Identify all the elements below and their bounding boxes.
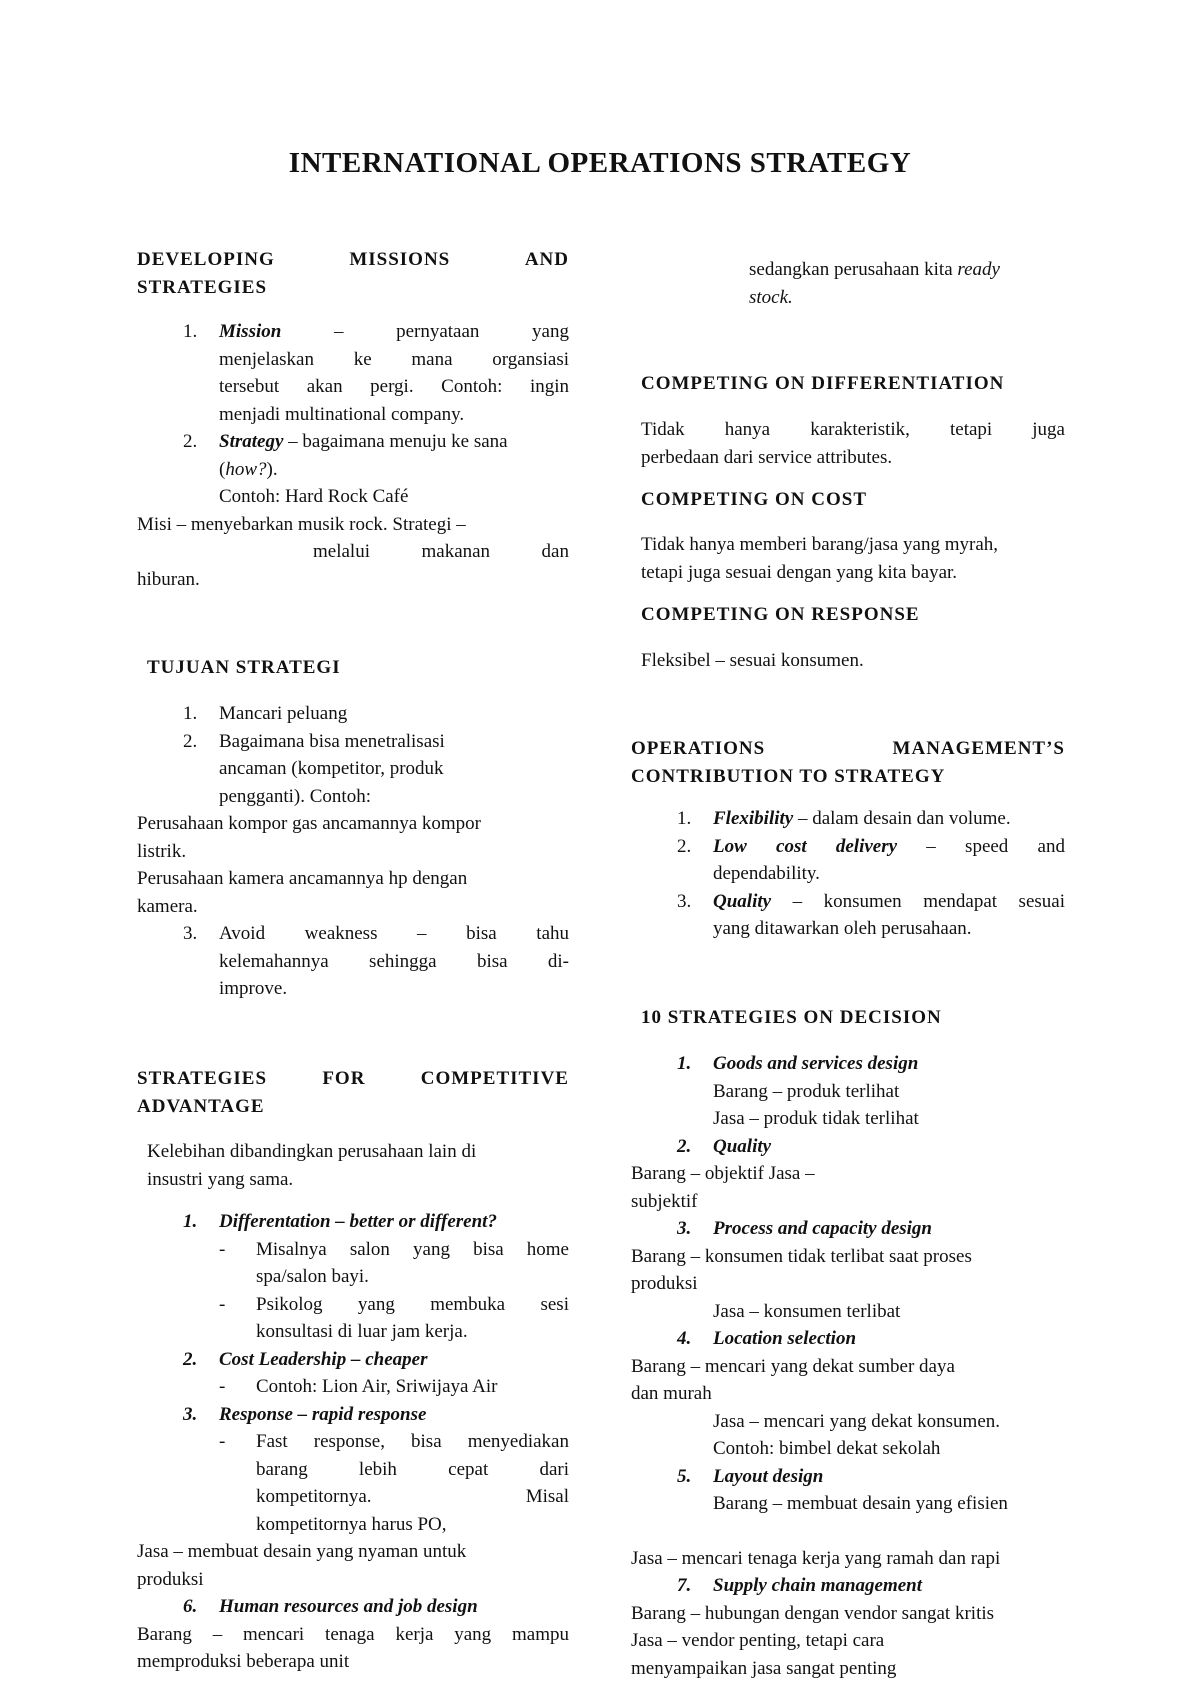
response-body: Fleksibel – sesuai konsumen.	[641, 650, 864, 671]
section-om	[631, 735, 1065, 790]
list-item-strategy: 2. Strategy – bagaimana menuju ke sana (how?). Contoh: Hard Rock Café	[183, 431, 508, 507]
decision-item: 4. Location selection	[677, 1328, 857, 1349]
developing-heading-line1: DEVELOPING MISSIONS AND	[137, 249, 569, 270]
competitive-list	[137, 1208, 569, 1676]
om-heading-line1: OPERATIONS MANAGEMENT’S	[631, 738, 1065, 759]
section-competitive	[137, 1065, 569, 1120]
section-tujuan	[137, 654, 569, 682]
bullet-item: - Misalnya salon yang bisa home spa/salon bayi.	[219, 1238, 569, 1287]
differentiation-body: Tidak hanya karakteristik, tetapi juga perbedaan dari service attributes.	[641, 419, 1065, 468]
list-item-human-resources: 6. Human resources and job design	[183, 1596, 478, 1617]
om-heading-line2: CONTRIBUTION TO STRATEGY	[631, 765, 946, 787]
example-paragraph: Perusahaan kompor gas ancamannya kompor listrik. Perusahaan kamera ancamannya hp dengan kamera.	[137, 813, 482, 917]
om-list	[631, 805, 1065, 943]
response-heading: COMPETING ON RESPONSE	[641, 604, 920, 625]
decision-item: 2. Quality	[677, 1135, 772, 1157]
section-response	[641, 601, 1065, 629]
carry-over-text: sedangkan perusahaan kita ready stock.	[749, 259, 1000, 308]
tujuan-list	[137, 700, 569, 1003]
misi-paragraph: Misi – menyebarkan musik rock. Strategi – melalui makanan dan hiburan.	[137, 513, 569, 590]
decision-item: 3. Process and capacity design	[677, 1218, 933, 1239]
section-developing	[137, 246, 569, 301]
barang-paragraph: Barang – mencari tenaga kerja yang mampu memproduksi beberapa unit	[137, 1623, 569, 1672]
list-item: 1. Mancari peluang	[183, 703, 348, 724]
list-item-flexibility: 1. Flexibility – dalam desain dan volume.	[677, 808, 1011, 829]
competitive-heading-line1: STRATEGIES FOR COMPETITIVE	[137, 1068, 569, 1089]
term-strategy: Strategy	[219, 431, 284, 452]
competitive-heading-line2: ADVANTAGE	[137, 1095, 265, 1117]
document-title: INTERNATIONAL OPERATIONS STRATEGY	[288, 147, 912, 179]
decision-item: 1. Goods and services design Barang – produk terlihat Jasa – produk tidak terlihat	[677, 1053, 919, 1129]
list-item-cost-leadership: 2. Cost Leadership – cheaper	[183, 1348, 428, 1370]
term-mission: Mission	[219, 321, 282, 342]
list-item-quality: 3. Quality – konsumen mendapat sesuai yang ditawarkan oleh perusahaan.	[677, 890, 1065, 939]
bullet-item: - Contoh: Lion Air, Sriwijaya Air	[219, 1376, 498, 1397]
list-item-response: 3. Response – rapid response	[183, 1403, 427, 1425]
decision-item: 5. Layout design Barang – membuat desain yang efisien	[677, 1465, 1008, 1514]
cost-body: Tidak hanya memberi barang/jasa yang myrah, tetapi juga sesuai dengan yang kita bayar.	[641, 534, 999, 583]
developing-heading-line2: STRATEGIES	[137, 276, 268, 298]
tujuan-heading: TUJUAN STRATEGI	[147, 657, 341, 678]
ten-strategies-heading: 10 STRATEGIES ON DECISION	[641, 1007, 942, 1028]
developing-list	[137, 318, 569, 593]
competitive-intro: Kelebihan dibandingkan perusahaan lain di insustri yang sama.	[147, 1141, 477, 1190]
list-item: 2. Bagaimana bisa menetralisasi ancaman (kompetitor, produk pengganti). Contoh:	[183, 730, 445, 807]
bullet-item: - Fast response, bisa menyediakan barang lebih cepat dari kompetitornya. Misal kompetitornya harus PO,	[219, 1431, 569, 1535]
ten-strategies-list: 1. Goods and services design Barang – produk terlihat Jasa – produk tidak terlihat 2. Quality Barang – objektif Jasa – subjektif 3. Process and capacity design Barang – konsumen tidak terlibat saat proses produksi Jasa – konsumen terlibat 4. Location selection Barang – mencari yang dekat sumber daya dan murah Jasa – mencari yang dekat konsumen. Contoh: bimbel dekat sekolah 5. Layout design Barang – membuat desain yang efisien Jasa – mencari tenaga kerja yang ramah dan rapi 7. Supply chain management Barang – hubungan dengan vendor sangat kritis Jasa – vendor penting, tetapi cara menyampaikan jasa sangat penting	[631, 1050, 1085, 1682]
section-differentiation	[641, 370, 1065, 398]
decision-item: 7. Supply chain management	[677, 1575, 923, 1596]
jasa-paragraph: Jasa – membuat desain yang nyaman untuk produksi	[137, 1541, 467, 1590]
list-item-differentiation: 1. Differentation – better or different?	[183, 1211, 497, 1232]
list-item-mission: 1. Mission – pernyataan yang menjelaskan ke mana organsiasi tersebut akan pergi. Contoh: ingin menjadi multinational company.	[183, 321, 569, 425]
list-item-low-cost: 2. Low cost delivery – speed and dependability.	[677, 835, 1065, 884]
list-item: 3. Avoid weakness – bisa tahu kelemahannya sehingga bisa di- improve.	[183, 923, 569, 999]
differentiation-heading: COMPETING ON DIFFERENTIATION	[641, 373, 1005, 394]
section-ten-strategies	[641, 1004, 1065, 1032]
bullet-item: - Psikolog yang membuka sesi konsultasi di luar jam kerja.	[219, 1293, 569, 1342]
cost-heading: COMPETING ON COST	[641, 489, 868, 510]
section-cost	[641, 486, 1065, 514]
